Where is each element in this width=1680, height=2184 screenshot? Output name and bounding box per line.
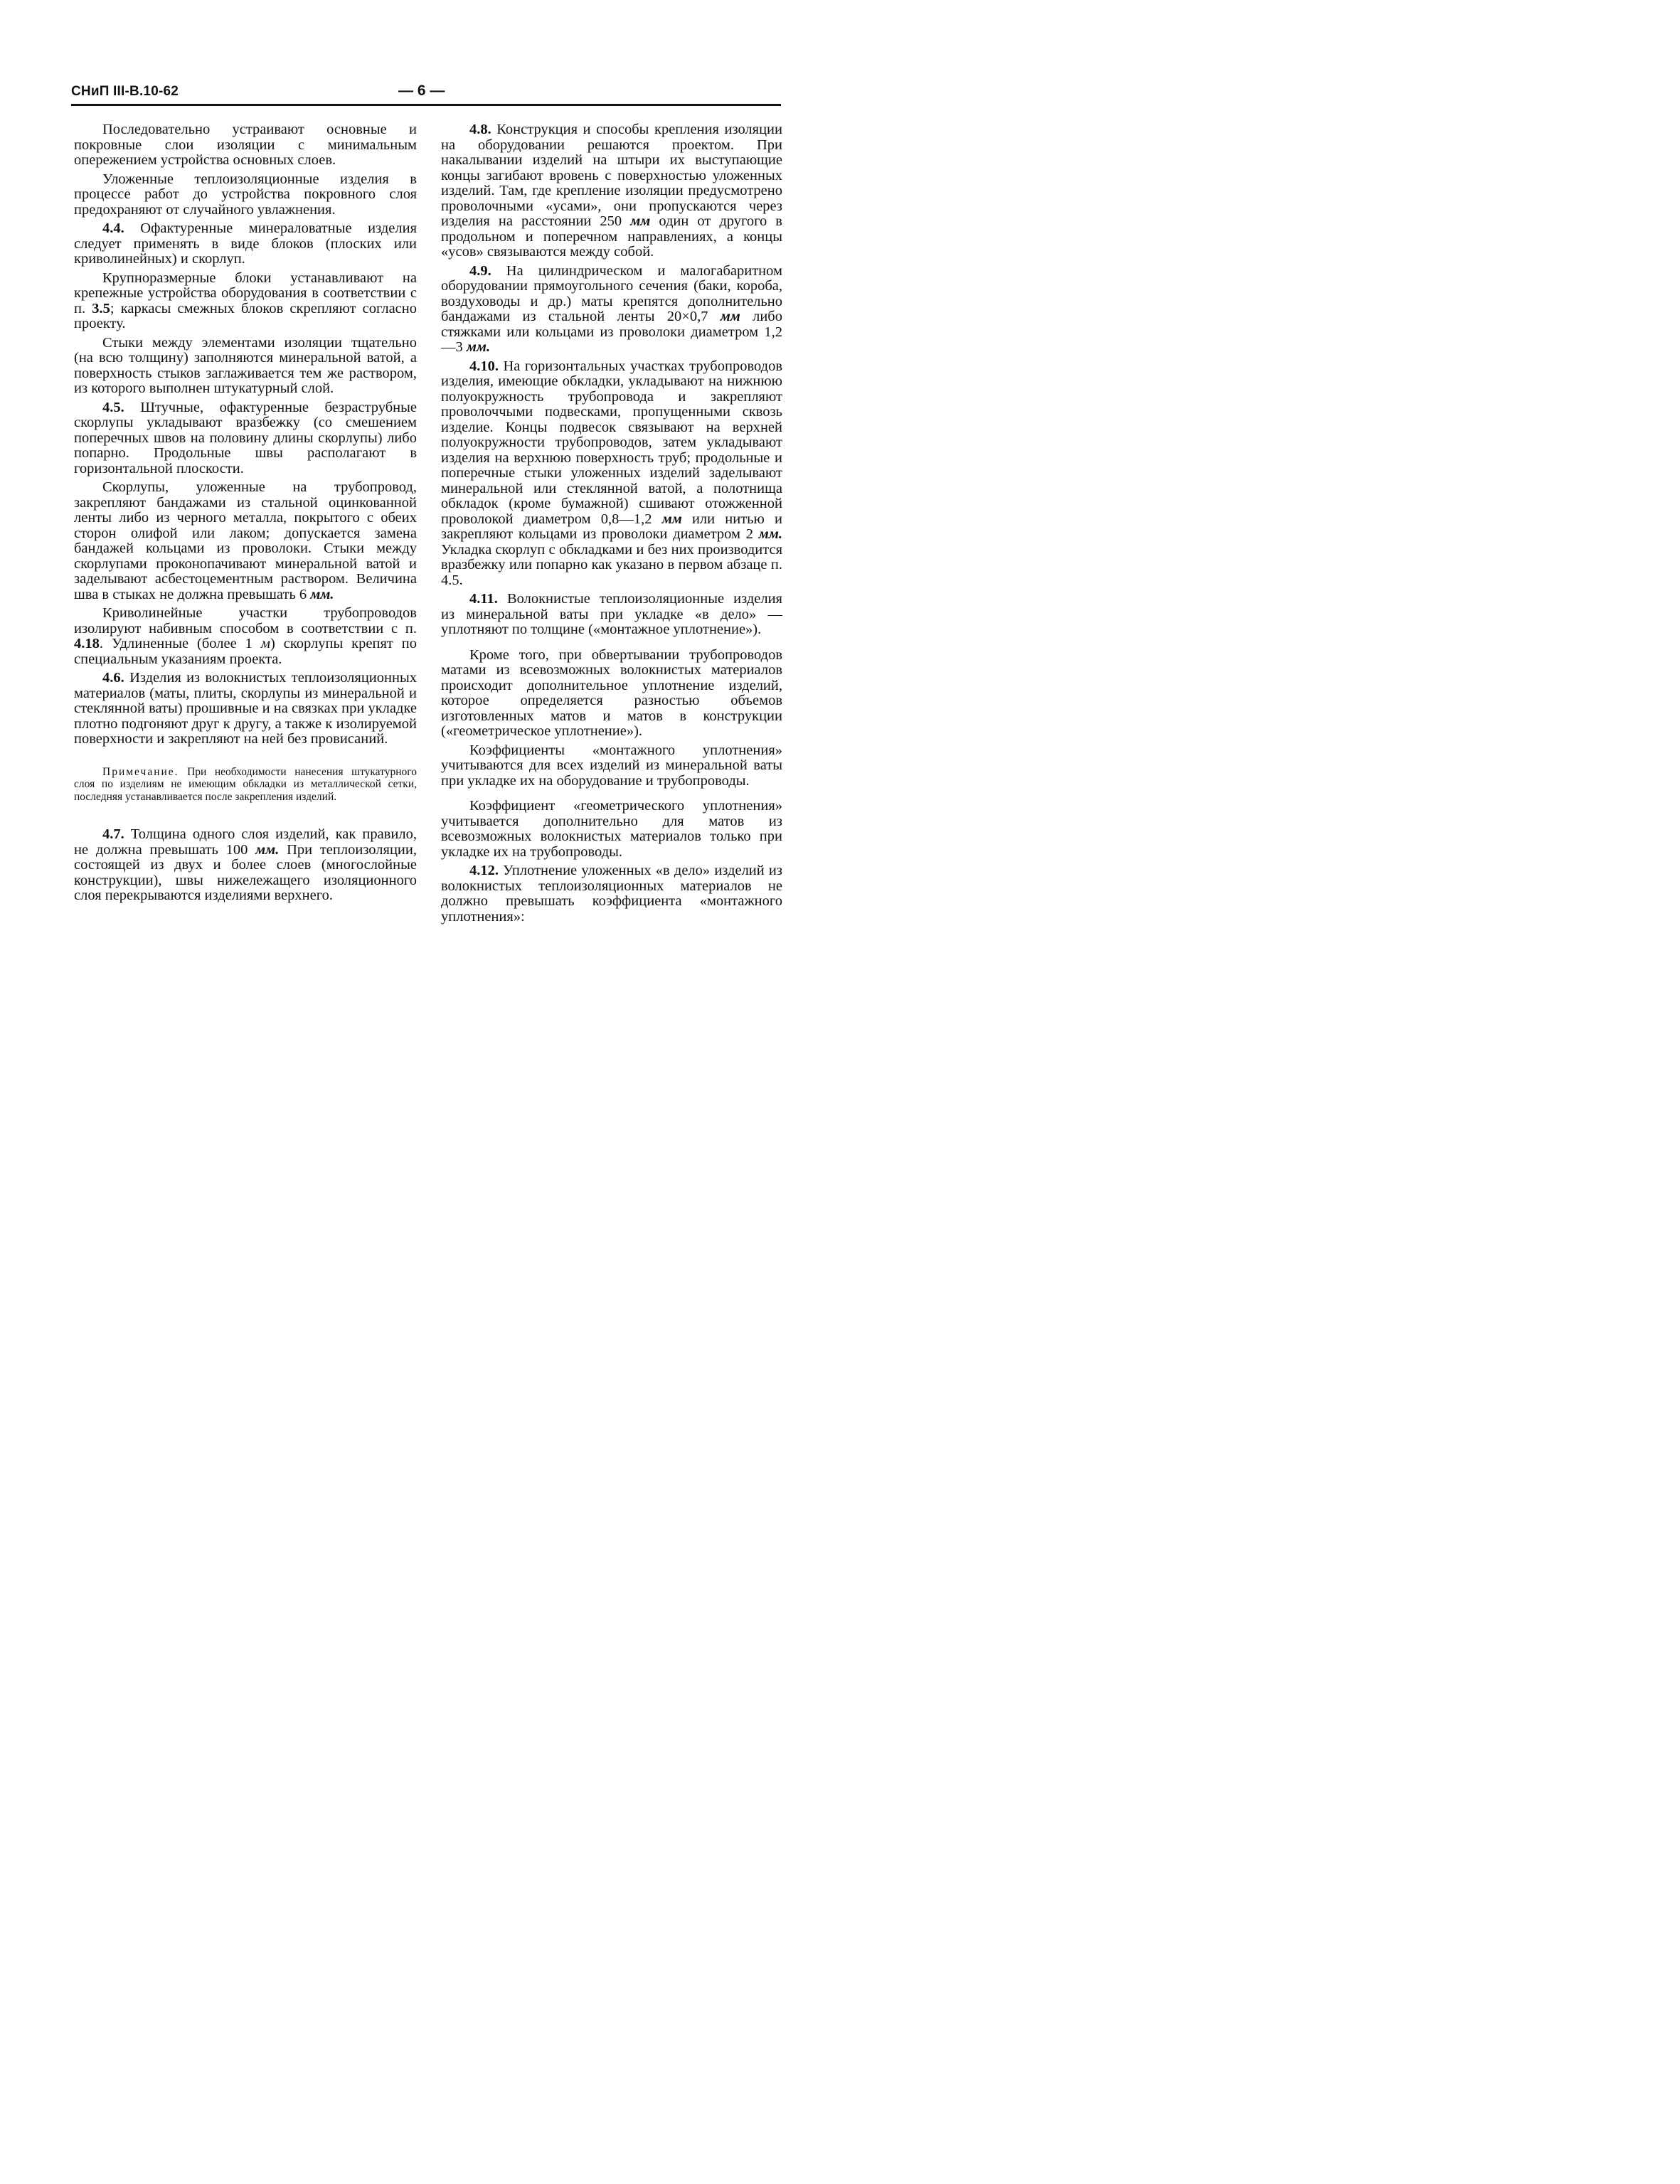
clause-number: 4.10. (469, 358, 499, 374)
left-column (74, 122, 417, 907)
paragraph: Кроме того, при обвертывании трубопроводов матами из всевозможных волокнистых материалов происходит дополнительное уплотнение изделий, которое определяется разностью объемов изготовленных матов и матов в конструкции («геометрическое уплотнение»). (441, 646, 782, 739)
unit: м (260, 636, 270, 651)
paragraph: Крупноразмерные блоки устанавливают на крепежные устройства оборудования в соответствии с п. 3.5; каркасы смежных блоков скрепляют согласно проекту. (74, 270, 417, 331)
clause-number: 4.7. (102, 826, 124, 842)
note-label: Примечание. (102, 765, 179, 778)
unit: мм. (255, 841, 280, 858)
paragraph-4-9: 4.9. На цилиндрическом и малогабаритном оборудовании прямоугольного сечения (баки, короба, воздуховоды и др.) маты крепятся дополнительно бандажами из стальной ленты 20×0,7 мм либо стяжками или кольцами из проволоки диаметром 1,2—3 мм. (441, 262, 782, 355)
paragraph: Последовательно устраивают основные и покровные слои изоляции с минимальным опережением устройства основных слоев. (74, 122, 417, 168)
clause-number: 4.11. (469, 591, 498, 607)
clause-number: 4.8. (469, 122, 491, 137)
clause-number: 4.9. (469, 262, 491, 279)
clause-number: 4.5. (102, 399, 124, 415)
document-code: СНиП III-В.10-62 (71, 84, 179, 99)
paragraph: Коэффициенты «монтажного уплотнения» учитываются для всех изделий из минеральной ваты при укладке их на оборудование и трубопроводы. (441, 742, 782, 789)
clause-reference: 4.18 (74, 636, 100, 651)
clause-number: 4.4. (102, 220, 124, 236)
paragraph: Стыки между элементами изоляции тщательно (на всю толщину) заполняются минеральной ватой, а поверхность стыков заглаживается тем же раствором, из которого выполнен штукатурный слой. (74, 334, 417, 396)
unit: мм. (466, 339, 491, 355)
clause-number: 4.6. (102, 670, 124, 686)
unit: мм. (310, 586, 334, 602)
paragraph-4-4: 4.4. Офактуренные минераловатные изделия следует применять в виде блоков (плоских или криволинейных) и скорлуп. (74, 220, 417, 267)
paragraph-4-8: 4.8. Конструкция и способы крепления изоляции на оборудовании решаются проектом. При накалывании изделий на штыри их выступающие концы загибают вровень с поверхностью уложенных изделий. Там, где крепление изоляции предусмотрено проволочными «усами», они пропускаются через изделия на расстоянии 250 мм один от другого в продольном и поперечном направлениях, а концы «усов» связываются между собой. (441, 122, 782, 260)
paragraph: Уложенные теплоизоляционные изделия в процессе работ до устройства покровного слоя предохраняют от случайного увлажнения. (74, 171, 417, 218)
clause-number: 4.12. (469, 863, 499, 878)
paragraph: Коэффициент «геометрического уплотнения» учитывается дополнительно для матов из всевозможных волокнистых материалов только при укладке их на трубопроводы. (441, 798, 782, 860)
right-column (441, 122, 782, 928)
paragraph-4-5: 4.5. Штучные, офактуренные безраструбные скорлупы укладывают вразбежку (со смешением поперечных швов на половину длины скорлупы) либо попарно. Продольные швы располагают в горизонтальной плоскости. (74, 399, 417, 476)
unit: мм (661, 511, 682, 527)
paragraph-4-6: 4.6. Изделия из волокнистых теплоизоляционных материалов (маты, плиты, скорлупы из минеральной и стеклянной ваты) прошивные и на связках при укладке плотно подгоняют друг к другу, а также к изолируемой поверхности и закрепляют на ней без провисаний. (74, 670, 417, 747)
paragraph: Криволинейные участки трубопроводов изолируют набивным способом в соответствии с п. 4.18. Удлиненные (более 1 м) скорлупы крепят по специальным указаниям проекта. (74, 605, 418, 667)
note: Примечание. При необходимости нанесения штукатурного слоя по изделиям не имеющим обкладки из металлической сетки, последняя устанавливается после закрепления изделий. (74, 765, 417, 803)
page-number: — 6 — (398, 82, 445, 99)
paragraph-4-11: 4.11. Волокнистые теплоизоляционные изделия из минеральной ваты при укладке «в дело» — уплотняют по толщине («монтажное уплотнение»). (441, 591, 782, 637)
page-header (71, 77, 781, 105)
paragraph-4-7: 4.7. Толщина одного слоя изделий, как правило, не должна превышать 100 мм. При теплоизоляции, состоящей из двух и более слоев (многослойные конструкции), швы нижележащего изоляционного слоя перекрываются изделиями верхнего. (74, 826, 417, 903)
unit: мм (720, 309, 740, 324)
paragraph-4-10: 4.10. На горизонтальных участках трубопроводов изделия, имеющие обкладки, укладывают на нижнюю полуокружность трубопровода и закрепляют проволоччыми подвесками, пропущенными сквозь изделие. Концы подвесок связывают на верхней полуокружности трубопроводов, затем укладывают изделия на верхнюю поверхность труб; продольные и поперечные стыки уложенных изделий заделывают минеральной или стеклянной ватой, а полотнища обкладок (кроме бумажной) сшивают отожженной проволокой диаметром 0,8—1,2 мм или нитью и закрепляют кольцами из проволоки диаметром 2 мм. Укладка скорлуп с обкладками и без них производится вразбежку или попарно как указано в первом абзаце п. 4.5. (441, 358, 782, 588)
header-rule (71, 104, 781, 106)
unit: мм. (758, 526, 782, 542)
clause-reference: 3.5 (92, 300, 110, 316)
paragraph-4-12: 4.12. Уплотнение уложенных «в дело» изделий из волокнистых теплоизоляционных материалов не должно превышать коэффициента «монтажного уплотнения»: (441, 863, 782, 925)
paragraph: Скорлупы, уложенные на трубопровод, закрепляют бандажами из стальной оцинкованной ленты либо из черного металла, покрытого с обеих сторон олифой или лаком; допускается замена бандажей кольцами из проволоки. Стыки между скорлупами проконопачивают минеральной ватой и заделывают асбестоцементным раствором. Величина шва в стыках не должна превышать 6 мм. (74, 479, 417, 602)
unit: мм (630, 213, 651, 229)
